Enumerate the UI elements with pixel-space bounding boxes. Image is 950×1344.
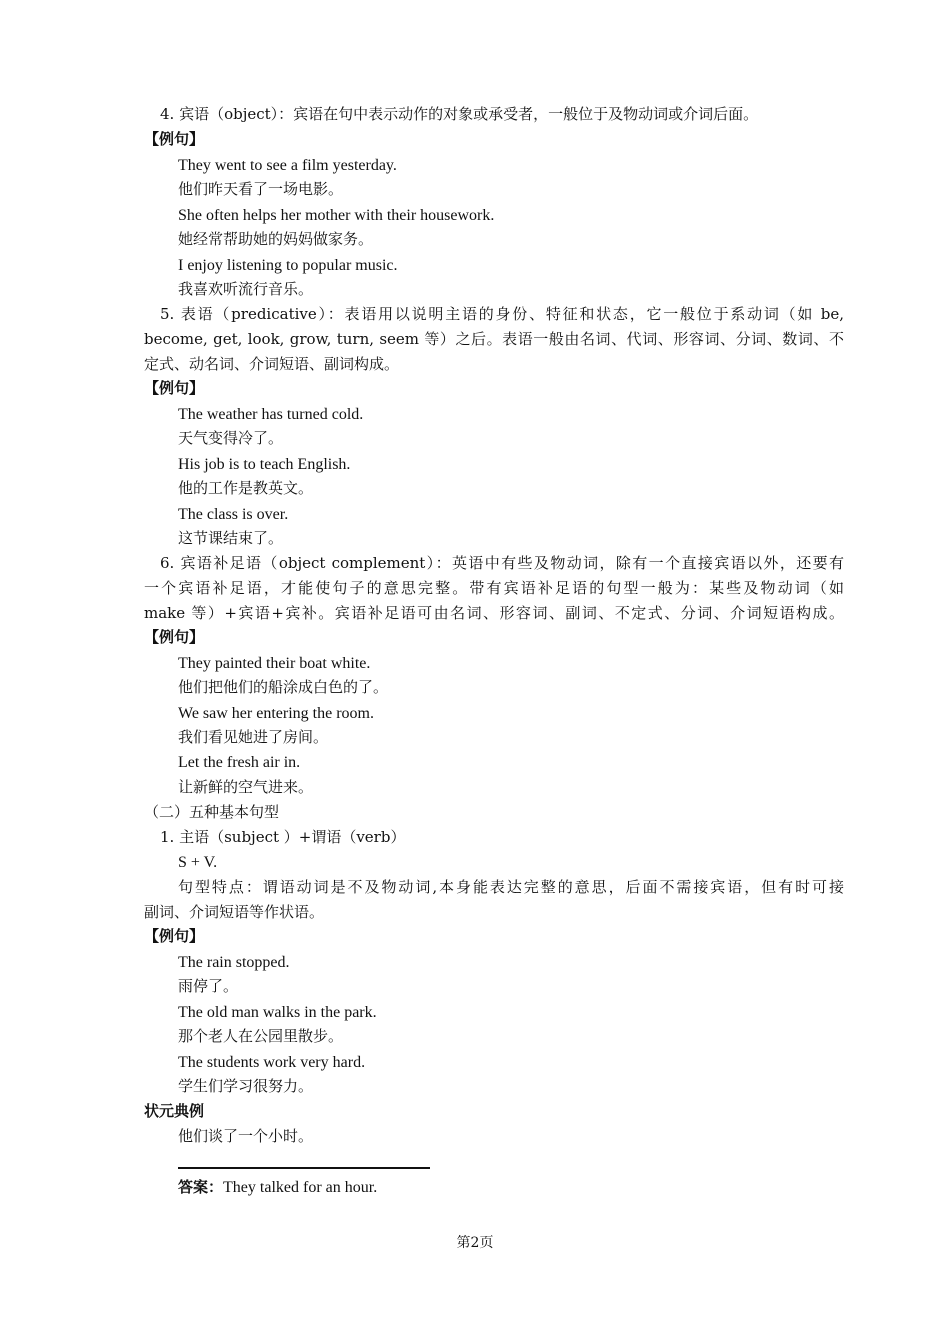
- example-english: They painted their boat white.: [178, 655, 371, 672]
- answer-label: 答案：: [178, 1178, 224, 1196]
- example-chinese: 她经常帮助她的妈妈做家务。: [178, 230, 374, 248]
- section-4-heading: 4. 宾语（object）：宾语在句中表示动作的对象或承受者，一般位于及物动词或介词后面。: [160, 105, 759, 123]
- example-chinese: 这节课结束了。: [178, 529, 284, 547]
- section-6-text: 一个宾语补足语，才能使句子的意思完整。带有宾语补足语的句型一般为：某些及物动词（如: [144, 579, 844, 597]
- example-english: The class is over.: [178, 506, 289, 523]
- example-chinese: 雨停了。: [178, 977, 239, 995]
- part-2-heading: （二）五种基本句型: [144, 803, 280, 821]
- pattern-1-formula: S + V.: [178, 854, 218, 871]
- example-english: We saw her entering the room.: [178, 705, 374, 722]
- example-english: The old man walks in the park.: [178, 1004, 377, 1021]
- example-label: 【例句】: [144, 927, 205, 945]
- example-chinese: 天气变得冷了。: [178, 429, 284, 447]
- example-chinese: 我喜欢听流行音乐。: [178, 280, 314, 298]
- example-chinese: 我们看见她进了房间。: [178, 728, 329, 746]
- pattern-1-heading: 1. 主语（subject ）+谓语（verb）: [160, 828, 406, 846]
- example-english: The students work very hard.: [178, 1054, 366, 1071]
- example-label: 【例句】: [144, 130, 205, 148]
- page-number: 第2页: [456, 1235, 494, 1251]
- champion-question: 他们谈了一个小时。: [178, 1127, 314, 1145]
- pattern-1-description: 句型特点：谓语动词是不及物动词,本身能表达完整的意思，后面不需接宾语，但有时可接: [178, 878, 844, 896]
- example-english: They went to see a film yesterday.: [178, 157, 397, 174]
- champion-example-label: 状元典例: [144, 1102, 205, 1120]
- example-english: The rain stopped.: [178, 954, 290, 971]
- example-english: His job is to teach English.: [178, 456, 351, 473]
- example-label: 【例句】: [144, 628, 205, 646]
- example-label: 【例句】: [144, 379, 205, 397]
- example-english: Let the fresh air in.: [178, 754, 301, 771]
- example-chinese: 他们昨天看了一场电影。: [178, 180, 344, 198]
- example-chinese: 那个老人在公园里散步。: [178, 1027, 344, 1045]
- answer-line: [178, 1177, 377, 1198]
- section-5-text: become, get, look, grow, turn, seem 等）之后。表语一般由名词、代词、形容词、分词、数词、不: [144, 330, 844, 348]
- section-5-heading: 5. 表语（predicative）：表语用以说明主语的身份、特征和状态，它一般位于系动词（如 be,: [160, 305, 844, 323]
- answer-text: They talked for an hour.: [223, 1179, 378, 1196]
- example-english: She often helps her mother with their housework.: [178, 207, 495, 224]
- section-6-heading: 6. 宾语补足语（object complement）：英语中有些及物动词，除有一个直接宾语以外，还要有: [160, 554, 844, 572]
- answer-blank-line: [178, 1167, 430, 1169]
- example-english: I enjoy listening to popular music.: [178, 257, 398, 274]
- example-chinese: 他们把他们的船涂成白色的了。: [178, 678, 389, 696]
- example-english: The weather has turned cold.: [178, 406, 364, 423]
- example-chinese: 学生们学习很努力。: [178, 1077, 314, 1095]
- pattern-1-description: 副词、介词短语等作状语。: [144, 903, 325, 921]
- example-chinese: 让新鲜的空气进来。: [178, 778, 314, 796]
- section-5-text: 定式、动名词、介词短语、副词构成。: [144, 355, 400, 373]
- section-6-text: make 等）+宾语+宾补。宾语补足语可由名词、形容词、副词、不定式、分词、介词短语构成。: [144, 604, 844, 622]
- example-chinese: 他的工作是教英文。: [178, 479, 314, 497]
